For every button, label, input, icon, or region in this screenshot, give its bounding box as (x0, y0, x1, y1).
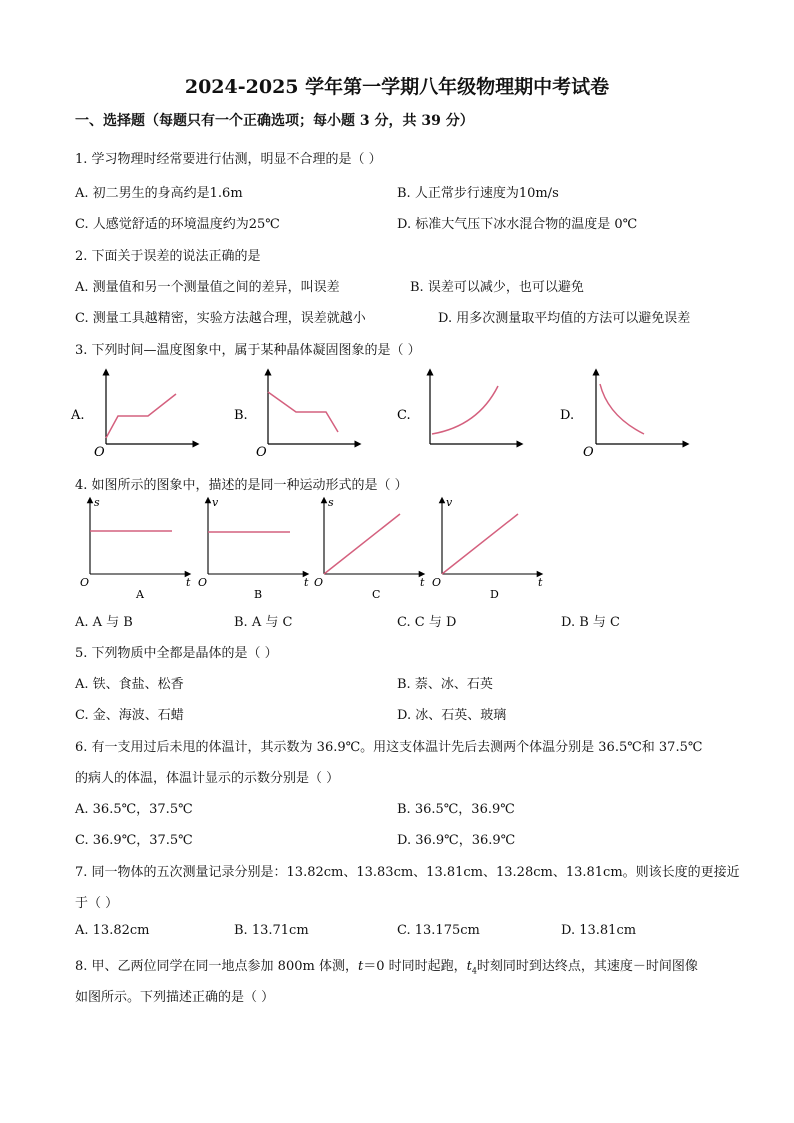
q7-option-a: A. 13.82cm (75, 923, 150, 938)
q3-label-a: A. (71, 408, 85, 423)
q2-option-c: C. 测量工具越精密，实验方法越合理，误差就越小 (75, 311, 366, 326)
q6-option-a: A. 36.5℃，37.5℃ (75, 802, 193, 817)
y-axis-label: v (212, 496, 219, 509)
temperature-curve (432, 386, 498, 434)
origin-label: O (94, 445, 105, 460)
q2-stem: 2. 下面关于误差的说法正确的是 (75, 249, 261, 264)
origin-label: O (314, 576, 324, 589)
q4-graph-b (198, 496, 309, 601)
q6-option-d: D. 36.9℃，36.9℃ (397, 833, 516, 848)
x-axis-label: t (538, 576, 543, 589)
q5-option-c: C. 金、海波、石蜡 (75, 708, 184, 723)
y-axis-label: s (94, 496, 100, 509)
q4-graphs (70, 494, 560, 604)
q8-variable-t: t (466, 959, 472, 974)
temperature-curve (106, 394, 176, 438)
q5-stem: 5. 下列物质中全都是晶体的是（ ） (75, 646, 278, 661)
q8-text: ＝0 时同时起跑， (363, 959, 467, 974)
section-heading: 一、选择题（每题只有一个正确选项；每小题 3 分，共 39 分） (75, 113, 474, 129)
q3-graph-b (234, 372, 358, 460)
q8-stem-line1 (75, 955, 698, 976)
q4-stem: 4. 如图所示的图象中，描述的是同一种运动形式的是（ ） (75, 478, 408, 493)
q6-stem-line1: 6. 有一支用过后未甩的体温计，其示数为 36.9℃。用这支体温计先后去测两个体温分别是 36.5℃和 37.5℃ (75, 740, 703, 755)
temperature-curve (268, 392, 338, 432)
page-title: 2024-2025 学年第一学期八年级物理期中考试卷 (184, 76, 610, 98)
q3-label-d: D. (560, 408, 575, 423)
origin-label: O (583, 445, 594, 460)
graph-caption: D (490, 588, 499, 601)
q7-option-c: C. 13.175cm (397, 923, 480, 938)
q1-option-a: A. 初二男生的身高约是1.6m (75, 186, 243, 201)
graph-caption: A (136, 588, 144, 601)
q8-text: 时刻同时到达终点，其速度－时间图像 (476, 959, 698, 974)
q1-option-d: D. 标准大气压下冰水混合物的温度是 0℃ (397, 217, 638, 232)
x-axis-label: t (420, 576, 425, 589)
q1-option-b: B. 人正常步行速度为10m/s (397, 186, 559, 201)
q4-option-d: D. B 与 C (561, 615, 620, 630)
origin-label: O (80, 576, 90, 589)
q7-stem-line2: 于（ ） (75, 896, 119, 911)
q2-option-b: B. 误差可以减少，也可以避免 (410, 280, 584, 295)
q6-option-b: B. 36.5℃，36.9℃ (397, 802, 515, 817)
q6-stem-line2: 的病人的体温，体温计显示的示数分别是（ ） (75, 771, 340, 786)
x-axis-label: t (186, 576, 191, 589)
q8-text: 8. 甲、乙两位同学在同一地点参加 800m 体测， (75, 959, 358, 974)
q3-graph-c (397, 372, 520, 444)
q8-variable-t: t (357, 959, 364, 974)
q7-stem-line1: 7. 同一物体的五次测量记录分别是：13.82cm、13.83cm、13.81cm、13.28cm、13.81cm。则该长度的更接近 (75, 865, 740, 880)
q3-stem: 3. 下列时间—温度图象中，属于某种晶体凝固图象的是（ ） (75, 343, 421, 358)
origin-label: O (432, 576, 442, 589)
y-axis-label: s (328, 496, 334, 509)
q7-option-d: D. 13.81cm (561, 923, 637, 938)
y-axis-label: v (446, 496, 453, 509)
q3-label-c: C. (397, 408, 411, 423)
q5-option-d: D. 冰、石英、玻璃 (397, 708, 507, 723)
q8-subscript: 4 (471, 966, 477, 976)
temperature-curve (600, 384, 644, 434)
q3-graph-d (560, 372, 686, 460)
q5-option-b: B. 萘、冰、石英 (397, 677, 493, 692)
origin-label: O (256, 445, 267, 460)
x-axis-label: t (304, 576, 309, 589)
q8-stem-line2: 如图所示。下列描述正确的是（ ） (75, 990, 275, 1005)
q3-label-b: B. (234, 408, 248, 423)
graph-caption: B (254, 588, 263, 601)
origin-label: O (198, 576, 208, 589)
q4-option-c: C. C 与 D (397, 615, 457, 630)
graph-line (442, 514, 518, 574)
q1-stem: 1. 学习物理时经常要进行估测，明显不合理的是（ ） (75, 152, 382, 167)
q4-option-b: B. A 与 C (234, 615, 293, 630)
graph-line (324, 514, 400, 574)
q6-option-c: C. 36.9℃，37.5℃ (75, 833, 193, 848)
q2-option-a: A. 测量值和另一个测量值之间的差异，叫误差 (75, 280, 340, 295)
q5-option-a: A. 铁、食盐、松香 (75, 677, 184, 692)
q4-option-a: A. A 与 B (75, 615, 133, 630)
q2-option-d: D. 用多次测量取平均值的方法可以避免误差 (438, 311, 691, 326)
graph-caption: C (372, 588, 381, 601)
q1-option-c: C. 人感觉舒适的环境温度约为25℃ (75, 217, 280, 232)
q3-graphs (68, 366, 728, 462)
q4-graph-a (80, 496, 191, 601)
q3-graph-a (70, 372, 196, 460)
q4-graph-c (314, 496, 425, 601)
q4-graph-d (432, 496, 543, 601)
q7-option-b: B. 13.71cm (234, 923, 309, 938)
